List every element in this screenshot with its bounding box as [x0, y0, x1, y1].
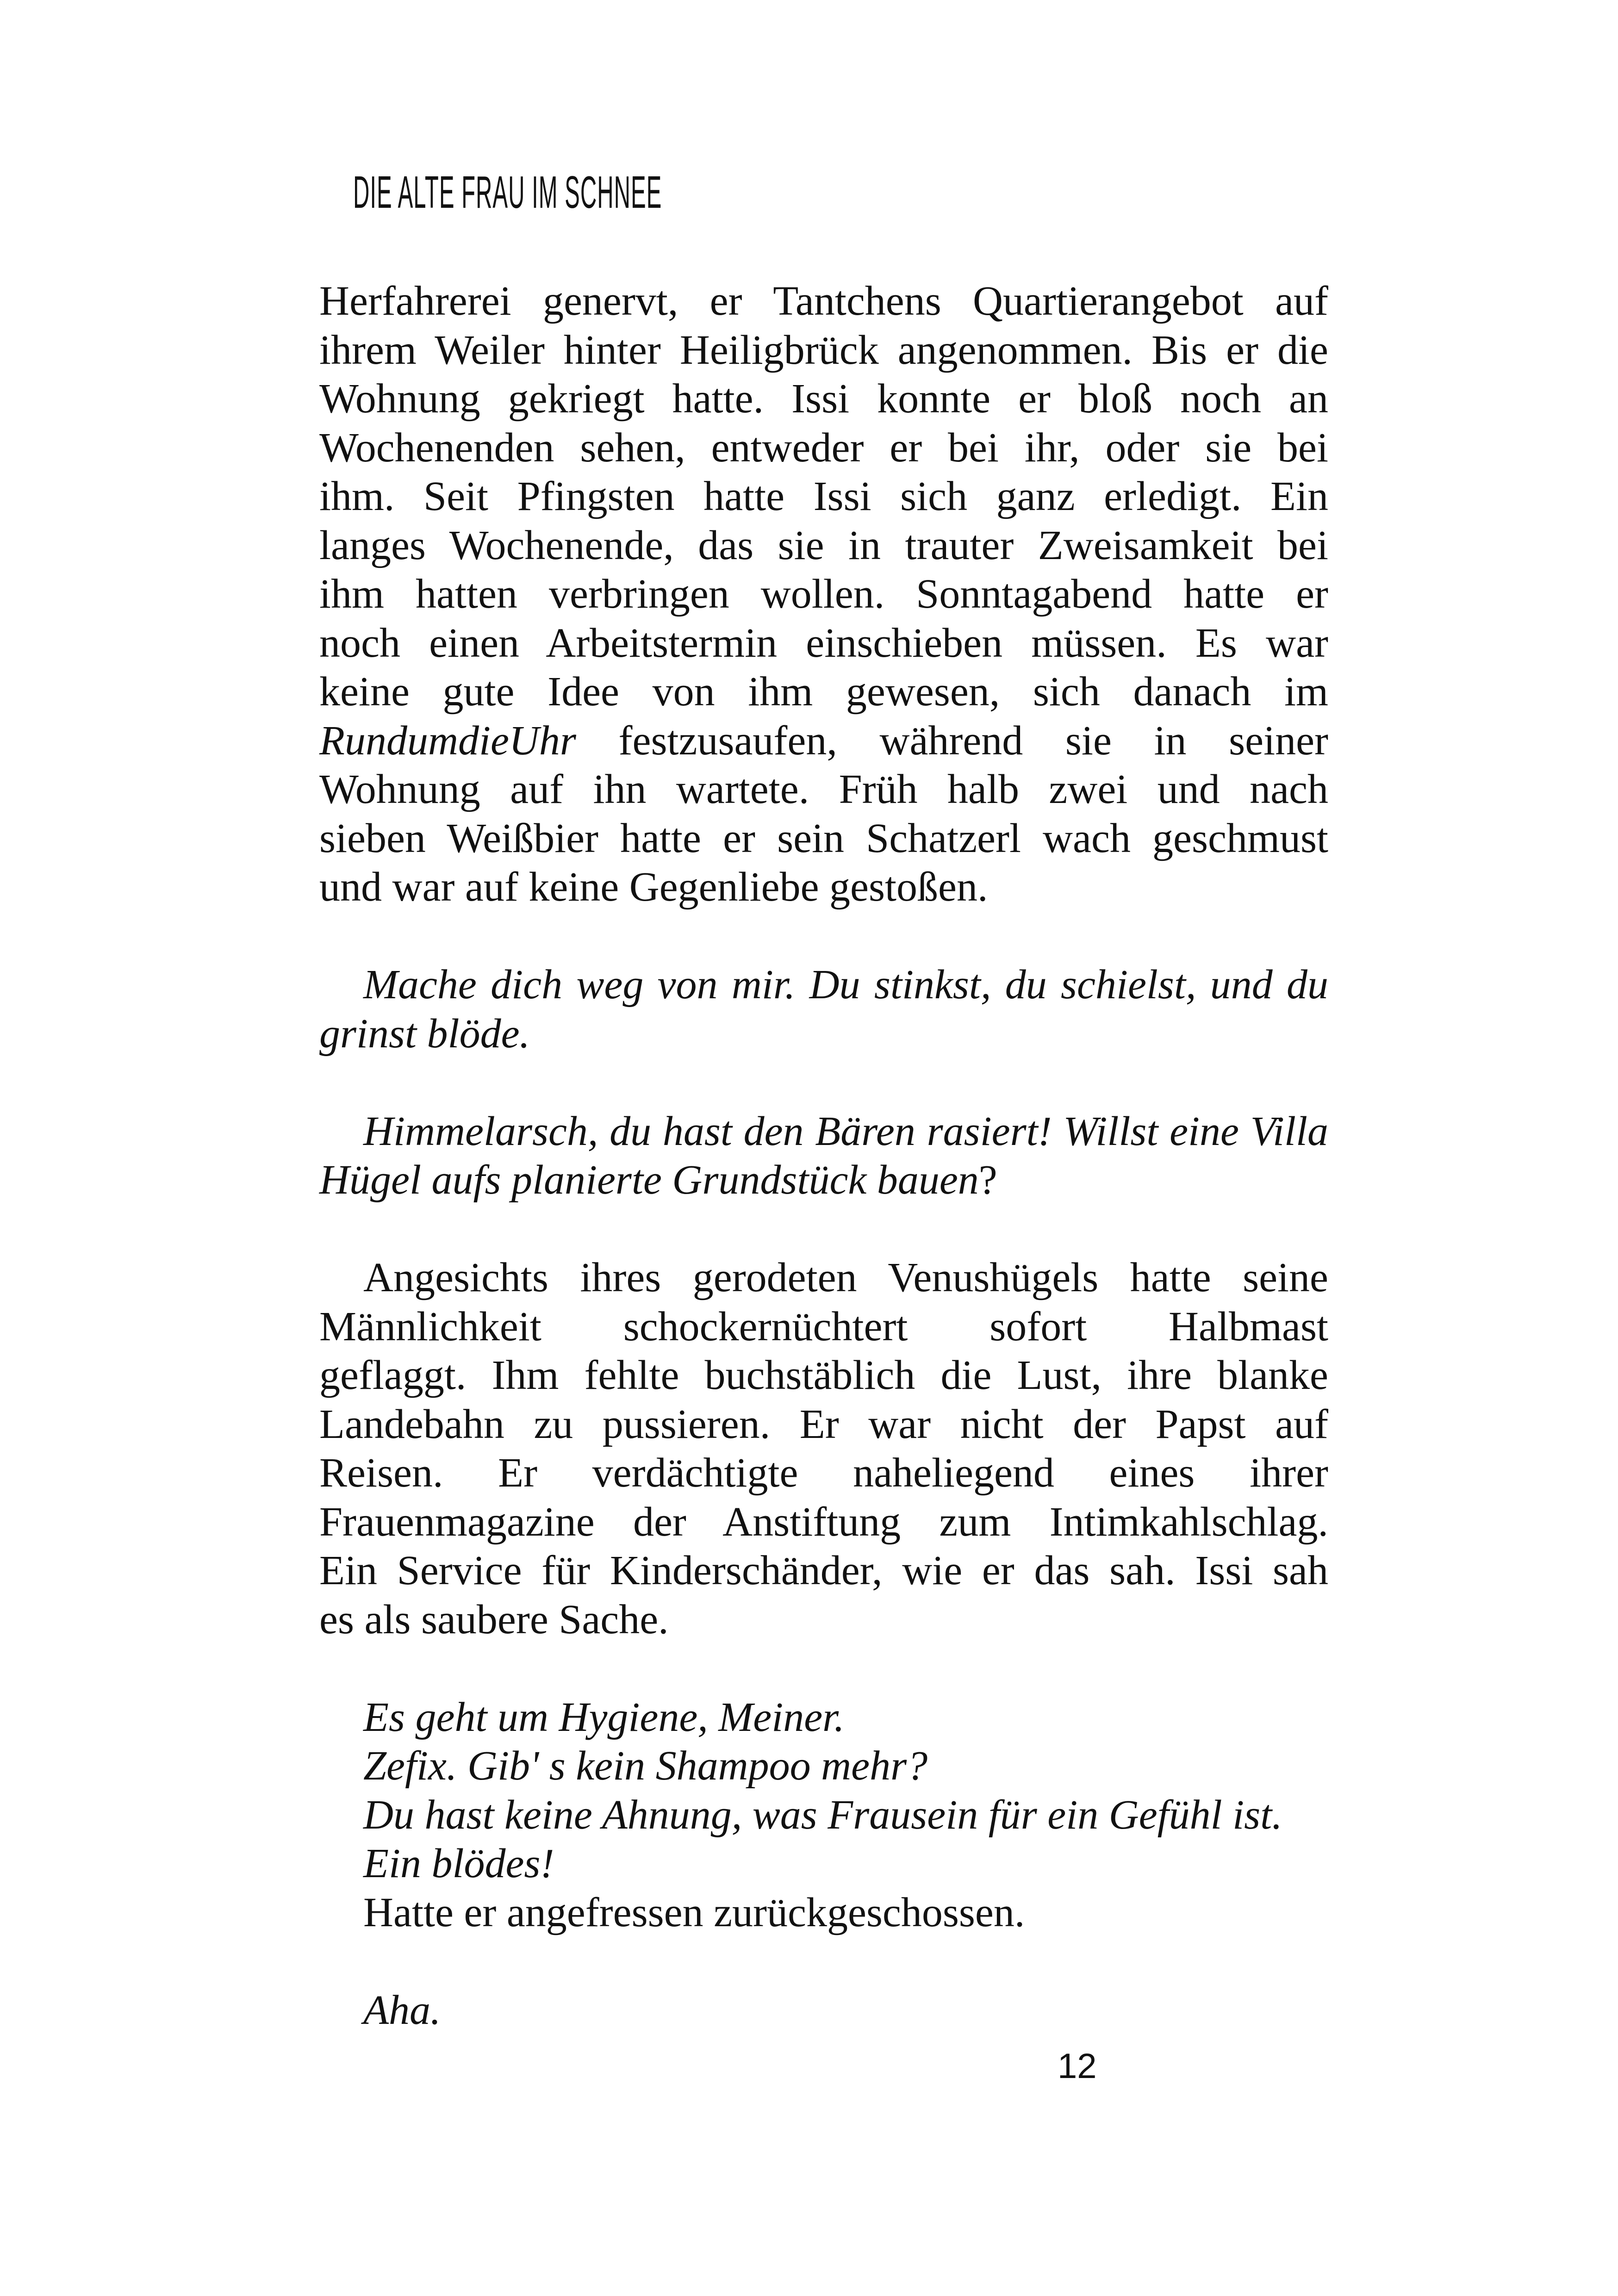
italic-text: RundumdieUhr — [319, 717, 576, 764]
running-header — [353, 167, 971, 218]
text-line — [319, 423, 1328, 473]
text-line — [319, 863, 1328, 912]
text-segment: festzusaufen, während sie in seiner — [576, 717, 1328, 764]
text-line — [363, 1107, 1328, 1156]
text-line — [363, 1986, 1328, 2035]
text-segment: Wochenenden sehen, entweder er bei ihr, oder sie bei — [319, 424, 1328, 471]
text-segment: noch einen Arbeitstermin einschieben müssen. Es war — [319, 620, 1328, 666]
text-segment: Frauenmagazine der Anstiftung zum Intimkahlschlag. — [319, 1499, 1328, 1545]
page-body — [319, 277, 1328, 2035]
paragraph — [319, 277, 1328, 912]
italic-text: Aha. — [363, 1987, 441, 2033]
text-line — [319, 521, 1328, 570]
text-segment: langes Wochenende, das sie in trauter Zweisamkeit bei — [319, 522, 1328, 568]
text-segment: Hatte er angefressen zurückgeschossen. — [363, 1889, 1025, 1935]
text-line — [319, 1009, 1328, 1058]
text-segment: Wohnung auf ihn wartete. Früh halb zwei und nach — [319, 766, 1328, 812]
italic-text: Hügel aufs planierte Grundstück bauen — [319, 1157, 979, 1203]
paragraph — [319, 1253, 1328, 1644]
text-line — [319, 1400, 1328, 1449]
text-segment: es als saubere Sache. — [319, 1596, 669, 1643]
text-segment: Wohnung gekriegt hatte. Issi konnte er bloß noch an — [319, 376, 1328, 422]
text-line — [319, 277, 1328, 326]
text-line — [319, 765, 1328, 814]
page-number: 12 — [1058, 2047, 1097, 2086]
text-segment: ihrem Weiler hinter Heiligbrück angenommen. Bis er die — [319, 327, 1328, 373]
text-segment: Ein Service für Kinderschänder, wie er das sah. Issi sah — [319, 1548, 1328, 1593]
text-line — [363, 1791, 1328, 1840]
text-line — [319, 1302, 1328, 1351]
blank-line — [319, 912, 1328, 961]
text-line — [319, 619, 1328, 668]
dialogue-block — [319, 1986, 1328, 2035]
text-line — [319, 1595, 1328, 1644]
text-line — [363, 1839, 1328, 1888]
text-segment: Männlichkeit schockernüchtert sofort Halbmast — [319, 1303, 1328, 1350]
text-line — [319, 472, 1328, 521]
text-segment: geflaggt. Ihm fehlte buchstäblich die Lust, ihre blanke — [319, 1352, 1328, 1398]
text-segment: Reisen. Er verdächtigte naheliegend eines ihrer — [319, 1450, 1328, 1496]
text-line — [363, 1693, 1328, 1742]
text-line — [363, 1888, 1328, 1937]
text-line — [319, 814, 1328, 863]
text-line — [319, 1498, 1328, 1547]
paragraph — [319, 1107, 1328, 1205]
italic-text: Ein blödes! — [363, 1841, 554, 1886]
text-segment: ? — [978, 1157, 997, 1203]
text-line — [319, 667, 1328, 716]
text-line — [363, 1253, 1328, 1302]
text-segment: ihm. Seit Pfingsten hatte Issi sich ganz erledigt. Ein — [319, 473, 1328, 519]
blank-line — [319, 1058, 1328, 1107]
text-line — [319, 1351, 1328, 1400]
italic-text: grinst blöde. — [319, 1010, 530, 1057]
blank-line — [319, 1937, 1328, 1986]
dialogue-block — [319, 1693, 1328, 1937]
text-segment: Angesichts ihres gerodeten Venushügels hatte seine — [363, 1255, 1328, 1300]
text-segment: keine gute Idee von ihm gewesen, sich danach im — [319, 669, 1328, 715]
text-line — [363, 960, 1328, 1009]
blank-line — [319, 1205, 1328, 1254]
text-line — [319, 1449, 1328, 1498]
italic-text: Du hast keine Ahnung, was Frausein für ein Gefühl ist. — [363, 1792, 1282, 1838]
text-line — [319, 1546, 1328, 1595]
text-line — [319, 570, 1328, 619]
italic-text: Es geht um Hygiene, Meiner. — [363, 1694, 845, 1740]
paragraph — [319, 960, 1328, 1058]
text-line — [319, 326, 1328, 375]
text-segment: ihm hatten verbringen wollen. Sonntagabend hatte er — [319, 571, 1328, 617]
text-line — [363, 1742, 1328, 1791]
running-title: DIE ALTE FRAU IM SCHNEE — [353, 167, 662, 218]
italic-text: Mache dich weg von mir. Du stinkst, du schielst, und du — [363, 962, 1328, 1008]
text-segment: sieben Weißbier hatte er sein Schatzerl wach geschmust — [319, 815, 1328, 861]
text-line — [319, 1156, 1328, 1205]
text-segment: und war auf keine Gegenliebe gestoßen. — [319, 864, 988, 910]
text-segment: Herfahrerei genervt, er Tantchens Quartierangebot auf — [319, 278, 1328, 324]
text-line — [319, 716, 1328, 765]
text-segment: Landebahn zu pussieren. Er war nicht der Papst auf — [319, 1401, 1328, 1447]
italic-text: Himmelarsch, du hast den Bären rasiert! Willst eine Villa — [363, 1108, 1328, 1154]
blank-line — [319, 1644, 1328, 1693]
text-line — [319, 374, 1328, 423]
italic-text: Zefix. Gib' s kein Shampoo mehr? — [363, 1743, 928, 1789]
